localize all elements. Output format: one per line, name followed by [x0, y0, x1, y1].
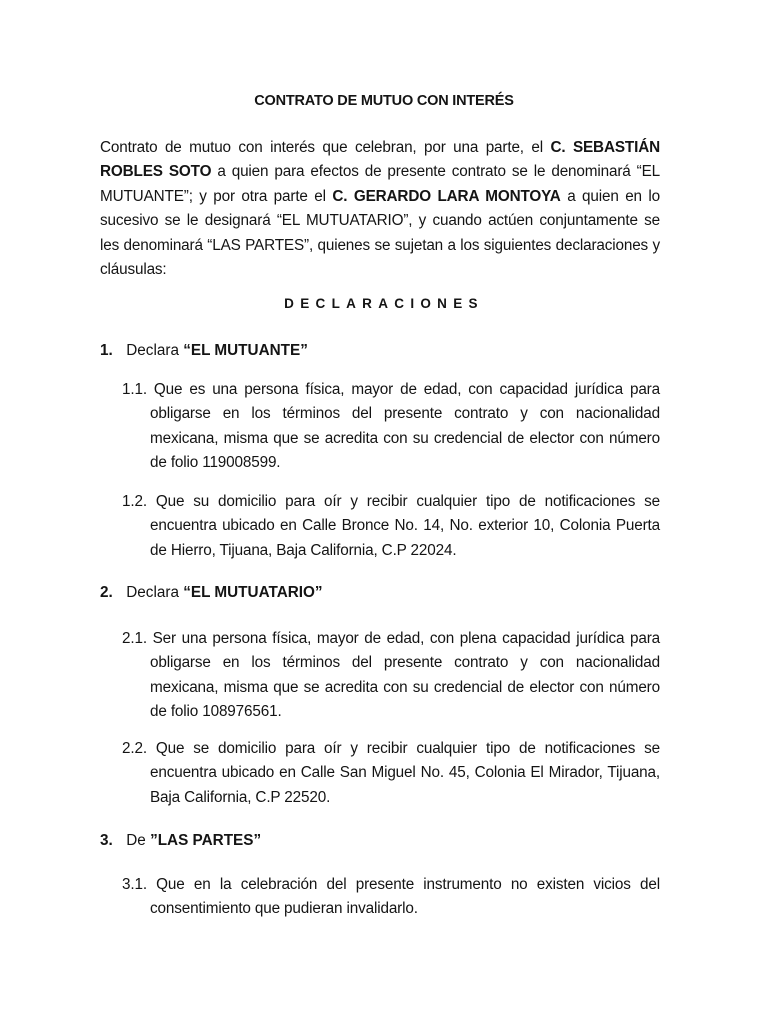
document-title: CONTRATO DE MUTUO CON INTERÉS: [254, 93, 514, 109]
party-name-mutuatario: C. GERARDO LARA MONTOYA: [332, 187, 561, 205]
section-party: ”LAS PARTES”: [150, 832, 262, 849]
item-text: Que su domicilio para oír y recibir cualquier tipo de notificaciones se encuentra ubicado en Calle Bronce No. 14, No. exterior 10, Colonia Puerta de Hierro, Tijuana, Baja California, C.P 22024.: [150, 493, 660, 559]
item-number: 3.1.: [122, 876, 147, 893]
item-text: Que en la celebración del presente instrumento no existen vicios del consentimiento que pudieran invalidarlo.: [150, 876, 660, 918]
item-number: 2.2.: [122, 740, 147, 757]
intro-text-1: Contrato de mutuo con interés que celebran, por una parte, el: [100, 139, 551, 156]
declaration-item: [122, 873, 660, 922]
section-party: “EL MUTUANTE”: [183, 342, 308, 359]
declaration-item: [122, 490, 660, 563]
section-number: 2.: [100, 584, 113, 601]
item-number: 1.2.: [122, 493, 147, 510]
section-heading: [100, 341, 308, 361]
section-prefix: Declara: [126, 584, 184, 601]
declaration-item: [122, 378, 660, 476]
intro-paragraph: [100, 136, 660, 282]
section-prefix: Declara: [126, 342, 184, 359]
section-heading: [100, 831, 261, 851]
section-party: “EL MUTUATARIO”: [183, 584, 323, 601]
declaration-item: [122, 737, 660, 810]
section-number: 3.: [100, 832, 113, 849]
section-number: 1.: [100, 342, 113, 359]
intro-text-2: a quien para efectos de presente contrato se le denominará “EL MUTUANTE”; y por otra parte el: [100, 163, 660, 205]
party-name-mutuante: C. SEBASTIÁN ROBLES SOTO: [100, 139, 660, 181]
item-text: Ser una persona física, mayor de edad, con plena capacidad jurídica para obligarse en los términos del presente contrato y con nacionalidad mexicana, misma que se acredita con su credencial de elector con número de folio 108976561.: [150, 630, 661, 721]
section-heading: [100, 583, 323, 603]
item-text: Que es una persona física, mayor de edad, con capacidad jurídica para obligarse en los términos del presente contrato y con nacionalidad mexicana, misma que se acredita con su credencial de elector con número de folio 119008599.: [150, 381, 660, 472]
declaraciones-heading: DECLARACIONES: [284, 296, 484, 311]
item-number: 1.1.: [122, 381, 147, 398]
section-prefix: De: [126, 832, 151, 849]
item-number: 2.1.: [122, 630, 147, 647]
declaration-item: [122, 627, 660, 725]
item-text: Que se domicilio para oír y recibir cualquier tipo de notificaciones se encuentra ubicado en Calle San Miguel No. 45, Colonia El Mirador, Tijuana, Baja California, C.P 22520.: [150, 740, 660, 806]
intro-text-3: a quien en lo sucesivo se le designará “EL MUTUATARIO”, y cuando actúen conjuntamente se les denominará “LAS PARTES”, quienes se sujetan a los siguientes declaraciones y cláusulas:: [100, 187, 661, 279]
